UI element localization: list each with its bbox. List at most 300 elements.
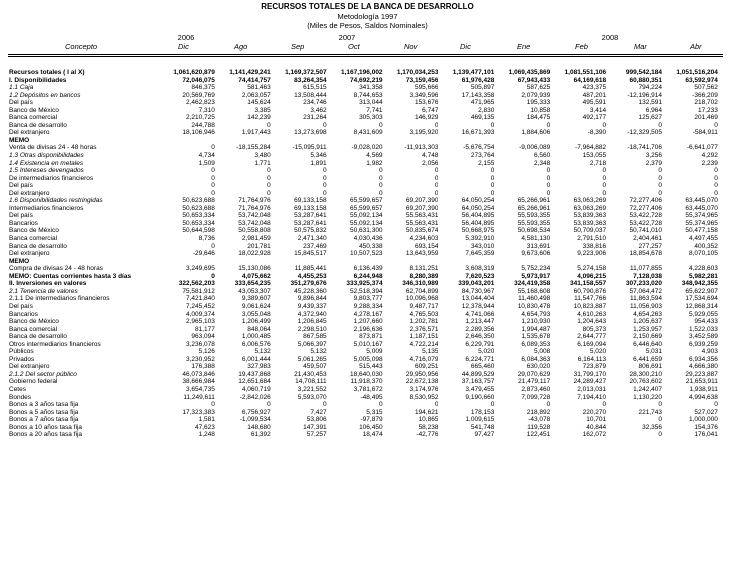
row-label: Bondes: [9, 393, 32, 401]
table-cell: [494, 137, 550, 145]
table-cell: 6,224,771: [465, 355, 495, 363]
table-cell: 8,431,609: [353, 129, 383, 137]
table-cell: 0: [602, 121, 607, 129]
row-label: Gobierno federal: [9, 378, 58, 386]
table-row: [9, 431, 718, 439]
table-cell: 61,392: [250, 431, 271, 439]
table-cell: 0: [211, 401, 215, 409]
table-cell: 2,830: [478, 106, 495, 114]
table-cell: 0: [434, 182, 439, 190]
table-cell: 63,445,070: [685, 204, 718, 212]
table-cell: 13,044,404: [461, 295, 495, 303]
table-row: [9, 152, 718, 160]
table-cell: 55,092,134: [350, 219, 383, 227]
table-cell: 5,929,055: [688, 310, 718, 318]
table-cell: 53,742,048: [238, 219, 271, 227]
table-row: [9, 273, 718, 281]
row-label: 2.1 Tenencia de valores: [9, 287, 78, 295]
row-label: I. Disponibilidades: [9, 76, 67, 84]
row-label: De intermediarios financieros: [9, 174, 94, 182]
table-cell: 67,943,433: [517, 76, 551, 84]
table-cell: 3,781,672: [353, 385, 383, 393]
table-cell: 5,020: [589, 348, 607, 356]
table-cell: 0: [602, 182, 607, 190]
table-cell: 4,666,380: [688, 363, 718, 371]
table-cell: 9,190,660: [465, 393, 495, 401]
table-cell: 18,474: [362, 431, 383, 439]
table-cell: 44,899,529: [461, 370, 495, 378]
table-cell: 146,929: [414, 114, 439, 122]
row-label: Cetes: [9, 385, 26, 393]
table-cell: 4,610,263: [577, 310, 607, 318]
table-cell: 527,027: [694, 408, 718, 416]
column-header: Abr: [690, 42, 702, 51]
table-cell: 63,592,974: [685, 76, 718, 84]
table-cell: 7,099,728: [521, 393, 551, 401]
table-cell: 0: [323, 174, 327, 182]
table-cell: 2,718: [589, 159, 607, 167]
column-header: Dic: [178, 42, 189, 51]
table-cell: 43,053,307: [238, 287, 271, 295]
table-cell: 351,279,676: [290, 280, 327, 288]
table-cell: 53,422,728: [629, 219, 663, 227]
table-cell: 341,158,557: [569, 280, 607, 288]
row-label: 1.5 Intereses devengados: [9, 167, 84, 175]
table-row: [9, 265, 718, 273]
table-cell: 29,223,887: [685, 370, 718, 378]
table-cell: 4,748: [422, 152, 439, 160]
table-cell: 5,982,281: [688, 272, 718, 280]
table-cell: 56,404,895: [461, 212, 495, 220]
table-row: [9, 84, 718, 92]
table-row: [9, 250, 718, 258]
table-cell: 423,375: [582, 84, 607, 92]
table-row: [9, 129, 718, 137]
table-cell: 7,421,840: [185, 295, 215, 303]
table-cell: 2,644,777: [577, 333, 607, 341]
table-cell: 8,131,251: [409, 265, 439, 273]
table-cell: 65,599,657: [350, 204, 383, 212]
table-cell: 8,736: [198, 235, 215, 243]
table-cell: 1,206,499: [241, 318, 271, 326]
table-cell: 11,885,441: [294, 265, 327, 273]
table-cell: 218,892: [526, 408, 551, 416]
table-cell: [662, 137, 718, 145]
table-cell: 0: [378, 189, 383, 197]
table-cell: 6,244,948: [353, 272, 383, 280]
table-row: [9, 371, 718, 379]
table-cell: 55,092,134: [350, 212, 383, 220]
table-cell: 9,389,607: [241, 295, 271, 303]
table-cell: 4,569: [366, 152, 383, 160]
row-label: Del extranjero: [9, 250, 50, 258]
table-cell: 21,430,453: [294, 370, 327, 378]
table-cell: 4,581,130: [521, 235, 551, 243]
column-header: Sep: [291, 42, 305, 51]
row-label: Banca comercial: [9, 114, 58, 122]
table-cell: 0: [602, 167, 607, 175]
table-cell: 322,562,203: [178, 280, 215, 288]
table-cell: 541,748: [470, 423, 495, 431]
table-cell: 3,608,319: [465, 265, 495, 273]
table-cell: [494, 258, 550, 266]
table-cell: 6,136,439: [353, 265, 383, 273]
table-cell: 4,228,603: [688, 265, 718, 273]
table-cell: 0: [211, 144, 215, 152]
table-cell: 805,373: [582, 325, 607, 333]
table-cell: 55,374,965: [685, 219, 718, 227]
table-cell: 72,277,406: [629, 204, 663, 212]
table-cell: [327, 137, 383, 145]
table-cell: [438, 137, 494, 145]
table-cell: 867,585: [303, 333, 327, 341]
table-cell: 6,001,444: [241, 355, 271, 363]
year-label-2006: 2006: [177, 33, 195, 42]
table-cell: 1,169,372,507: [285, 69, 327, 76]
table-cell: 4,654,793: [521, 310, 551, 318]
table-row: [9, 303, 718, 311]
table-cell: 20,569,769: [182, 91, 215, 99]
table-cell: 0: [714, 174, 718, 182]
table-row: [9, 386, 718, 394]
table-cell: 505,897: [470, 84, 495, 92]
table-cell: 10,096,968: [405, 295, 439, 303]
table-cell: [383, 258, 439, 266]
row-label: Bonos a 10 años tasa fija: [9, 423, 82, 431]
table-cell: 1,206,845: [297, 318, 327, 326]
table-cell: 22,672,138: [405, 378, 439, 386]
table-cell: 50,709,037: [573, 227, 607, 235]
table-row: [9, 295, 718, 303]
table-row: [9, 167, 718, 175]
table-cell: 201,469: [694, 114, 718, 122]
table-cell: 17,323,383: [182, 408, 215, 416]
table-cell: 50,623,688: [182, 197, 215, 205]
table-cell: [327, 258, 383, 266]
table-cell: -29,646: [192, 250, 215, 258]
table-cell: 18,106,946: [182, 129, 215, 137]
row-label: Banca de desarrollo: [9, 121, 67, 129]
table-cell: 132,591: [638, 99, 663, 107]
table-cell: -7,964,882: [575, 144, 607, 152]
table-cell: 38,666,984: [182, 378, 215, 386]
table-cell: 9,223,906: [577, 250, 607, 258]
table-cell: 313,691: [526, 242, 551, 250]
table-cell: 7,427: [310, 408, 327, 416]
row-label: Del país: [9, 182, 33, 190]
table-cell: 221,743: [638, 408, 663, 416]
table-cell: 1,917,443: [241, 129, 271, 137]
table-cell: 2,210,725: [185, 114, 215, 122]
table-cell: 47,623: [195, 423, 215, 431]
table-cell: 72,046,075: [182, 76, 215, 84]
table-row: [9, 160, 718, 168]
table-cell: -5,676,754: [463, 144, 495, 152]
table-cell: 122,451: [526, 431, 551, 439]
table-cell: 20,763,602: [629, 378, 663, 386]
table-cell: 69,207,390: [405, 204, 439, 212]
table-cell: 10,865: [418, 416, 439, 424]
table-cell: 17,143,358: [461, 91, 495, 99]
header-rule: [8, 54, 723, 55]
table-cell: 5,274,158: [577, 265, 607, 273]
table-cell: 2,196,636: [353, 325, 383, 333]
row-label: MEMO: [9, 136, 30, 144]
row-label: Banca de desarrollo: [9, 333, 67, 341]
table-row: [9, 122, 718, 130]
table-cell: 2,379: [645, 159, 663, 167]
table-cell: 55,563,431: [405, 212, 439, 220]
table-cell: 237,469: [303, 242, 327, 250]
table-cell: 2,646,350: [465, 333, 495, 341]
table-cell: 6,560: [533, 152, 551, 160]
table-cell: -15,095,911: [292, 144, 327, 152]
column-header: Mar: [634, 42, 647, 51]
table-cell: 17,534,694: [685, 295, 718, 303]
table-cell: 339,043,201: [458, 280, 495, 288]
table-cell: 3,452,589: [688, 333, 718, 341]
table-cell: 1,522,033: [688, 325, 718, 333]
table-cell: 2,404,461: [633, 235, 663, 243]
table-cell: [159, 137, 215, 145]
table-cell: 15,845,517: [294, 250, 327, 258]
table-cell: 2,376,571: [409, 325, 439, 333]
table-cell: 4,372,940: [297, 310, 327, 318]
table-cell: 4,765,503: [409, 310, 439, 318]
table-cell: [662, 258, 718, 266]
row-label: Del país: [9, 212, 33, 220]
table-cell: 53,742,048: [238, 212, 271, 220]
table-cell: 176,041: [694, 431, 718, 439]
table-cell: 53,806: [306, 416, 327, 424]
table-row: [9, 318, 718, 326]
table-cell: 4,009,374: [185, 310, 215, 318]
table-cell: 55,593,355: [517, 219, 551, 227]
table-cell: 0: [323, 167, 327, 175]
table-cell: 50,835,674: [405, 227, 439, 235]
table-cell: 0: [658, 182, 663, 190]
table-cell: 57,064,472: [629, 287, 663, 295]
table-cell: 9,803,777: [353, 295, 383, 303]
table-cell: 60,880,351: [629, 76, 663, 84]
table-cell: 5,346: [310, 152, 327, 160]
table-cell: 9,061,624: [241, 302, 271, 310]
row-label: Banca comercial: [9, 235, 58, 243]
table-cell: 234,746: [303, 99, 327, 107]
column-header: Nov: [404, 42, 418, 51]
table-cell: 29,070,629: [517, 370, 551, 378]
table-cell: 4,734: [198, 152, 215, 160]
table-cell: 8,744,653: [353, 91, 383, 99]
table-cell: 6,446,640: [633, 340, 663, 348]
table-cell: 0: [267, 167, 271, 175]
row-label: 1.1 Caja: [9, 84, 34, 92]
table-cell: 63,445,070: [685, 197, 718, 205]
table-cell: 0: [211, 174, 215, 182]
row-label: Banco de México: [9, 318, 59, 326]
row-label: Recursos totales ( I al X): [9, 69, 85, 76]
table-cell: 0: [267, 121, 271, 129]
row-label: Del extranjero: [9, 363, 50, 371]
row-label: II. Inversiones en valores: [9, 280, 87, 288]
table-cell: 5,020: [478, 348, 495, 356]
year-label-2008: 2008: [601, 33, 619, 42]
table-cell: 56,404,895: [461, 219, 495, 227]
table-cell: 4,497,455: [688, 235, 718, 243]
report-title: RECURSOS TOTALES DE LA BANCA DE DESARROLLO: [261, 2, 474, 11]
row-label: Bonos a 20 años tasa fija: [9, 431, 82, 439]
table-cell: 595,666: [414, 84, 439, 92]
table-cell: 50,698,534: [517, 227, 551, 235]
table-cell: 0: [323, 189, 327, 197]
row-label: 1.2 Depósitos en bancos: [9, 91, 81, 99]
table-cell: 469,135: [470, 114, 495, 122]
table-cell: 145,624: [247, 99, 271, 107]
table-row: [9, 114, 718, 122]
table-cell: 2,056: [422, 159, 439, 167]
row-label: Bancarios: [9, 219, 38, 227]
table-cell: 9,487,717: [409, 302, 439, 310]
table-cell: 338,816: [582, 242, 607, 250]
table-cell: 1,248: [198, 431, 215, 439]
row-label: Bonos a 5 años tasa fija: [9, 408, 79, 416]
table-cell: 0: [714, 167, 718, 175]
table-cell: -42,776: [416, 431, 439, 439]
table-cell: 846,375: [191, 84, 215, 92]
table-cell: 4,075,662: [241, 272, 271, 280]
table-cell: -8,390: [587, 129, 607, 137]
table-row: [9, 326, 718, 334]
table-cell: 0: [211, 242, 215, 250]
table-cell: 8,530,952: [409, 393, 439, 401]
table-cell: 62,704,899: [405, 287, 439, 295]
table-row: [9, 197, 718, 205]
table-row: [9, 235, 718, 243]
table-row: [9, 77, 718, 85]
table-cell: 3,256: [645, 152, 663, 160]
table-cell: 0: [602, 401, 607, 409]
table-cell: 7,194,410: [577, 393, 607, 401]
table-cell: 0: [323, 401, 327, 409]
table-cell: 64,050,254: [461, 197, 495, 205]
row-label: MEMO: Cuentas corrientes hasta 3 días: [9, 272, 132, 280]
table-cell: 0: [546, 182, 551, 190]
table-cell: 999,542,184: [625, 69, 663, 76]
table-cell: 84,730,967: [461, 287, 495, 295]
table-cell: 693,154: [414, 242, 439, 250]
table-cell: 11,056,903: [629, 302, 663, 310]
table-cell: 6,089,353: [521, 340, 551, 348]
table-cell: -97,879: [360, 416, 383, 424]
table-cell: 2,965,103: [185, 318, 215, 326]
table-cell: 64,169,618: [573, 76, 607, 84]
row-label: Intermediarios financieros: [9, 204, 84, 212]
table-cell: 2,063,057: [241, 91, 271, 99]
table-cell: 58,238: [418, 423, 439, 431]
table-cell: 50,575,832: [294, 227, 327, 235]
table-cell: 10,701: [586, 416, 607, 424]
table-cell: 4,060,719: [241, 385, 271, 393]
table-cell: 55,593,355: [517, 212, 551, 220]
table-row: [9, 288, 718, 296]
table-cell: 21,653,911: [685, 378, 718, 386]
table-cell: 71,764,976: [238, 197, 271, 205]
table-body: [9, 69, 718, 439]
column-header-concepto: Concepto: [65, 42, 98, 51]
table-cell: 5,132: [310, 348, 327, 356]
table-row: [9, 280, 718, 288]
table-cell: 0: [602, 189, 607, 197]
table-cell: 74,692,219: [350, 76, 383, 84]
table-cell: 0: [490, 401, 495, 409]
table-cell: 459,507: [303, 363, 327, 371]
table-cell: 11,918,370: [350, 378, 383, 386]
table-cell: 1,581: [198, 416, 215, 424]
column-header: Dic: [460, 42, 471, 51]
table-cell: 1,051,516,204: [676, 69, 718, 76]
table-cell: 10,858: [530, 106, 551, 114]
column-header: Ene: [517, 42, 531, 51]
table-cell: 13,508,444: [294, 91, 327, 99]
table-cell: 1,509: [198, 159, 215, 167]
table-cell: 3,230,952: [185, 355, 215, 363]
table-cell: -18,155,284: [236, 144, 271, 152]
table-cell: 12,868,314: [685, 302, 718, 310]
table-cell: 13,643,959: [405, 250, 439, 258]
table-cell: -9,028,020: [351, 144, 383, 152]
table-cell: 184,475: [526, 114, 551, 122]
table-row: [9, 401, 718, 409]
table-cell: 55,563,431: [405, 219, 439, 227]
table-cell: 4,716,079: [409, 355, 439, 363]
table-cell: 4,903: [701, 348, 718, 356]
row-label: Compra de divisas 24 - 48 horas: [9, 265, 103, 273]
table-cell: 0: [490, 189, 495, 197]
table-cell: 305,303: [359, 114, 383, 122]
table-cell: 873,871: [359, 333, 383, 341]
table-cell: 5,973,917: [521, 272, 551, 280]
table-row: [9, 212, 718, 220]
row-label: Del país: [9, 302, 33, 310]
table-cell: 1,891: [310, 159, 327, 167]
table-row: [9, 243, 718, 251]
table-cell: 0: [658, 401, 663, 409]
table-cell: 4,741,066: [465, 310, 495, 318]
table-cell: 83,264,354: [294, 76, 327, 84]
table-cell: 1,202,781: [409, 318, 439, 326]
table-cell: 0: [267, 182, 271, 190]
table-cell: 0: [434, 121, 439, 129]
row-label: Del extranjero: [9, 189, 50, 197]
table-cell: 13,273,698: [294, 129, 327, 137]
table-cell: 4,096,215: [577, 272, 607, 280]
table-cell: 1,187,151: [409, 333, 439, 341]
row-label: Bonos a 7 años tasa fija: [9, 416, 79, 424]
table-cell: -12,329,505: [627, 129, 663, 137]
table-row: [9, 409, 718, 417]
table-cell: 53,839,363: [573, 212, 607, 220]
table-cell: 273,764: [470, 152, 495, 160]
table-cell: 65,266,961: [517, 204, 551, 212]
table-cell: [550, 258, 606, 266]
table-cell: 0: [658, 121, 663, 129]
table-cell: 313,044: [359, 99, 383, 107]
table-cell: [550, 137, 606, 145]
table-cell: -1,099,534: [239, 416, 271, 424]
table-cell: 5,010,167: [353, 340, 383, 348]
table-cell: 74,414,757: [238, 76, 271, 84]
table-cell: 6,169,094: [577, 340, 607, 348]
